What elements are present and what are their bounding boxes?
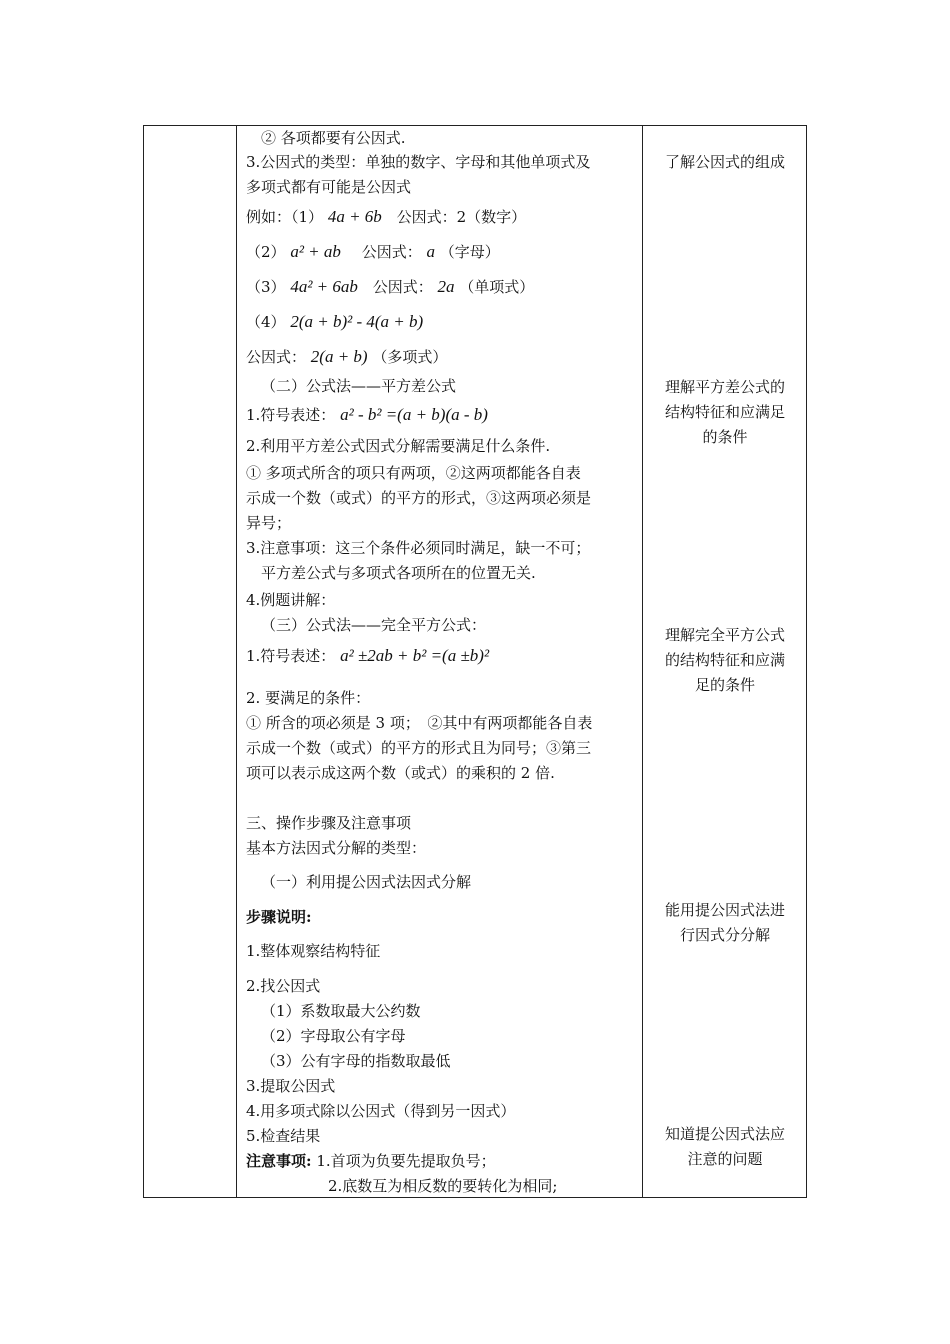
text-line: ② 各项都要有公因式.: [261, 129, 406, 147]
section-title: （三）公式法——完全平方公式：: [261, 616, 487, 634]
math-expression: 2a: [437, 277, 455, 296]
example-type: （多项式）: [372, 348, 448, 366]
text-line: 2. 要满足的条件：: [246, 689, 371, 707]
step-item: 1.整体观察结构特征: [246, 942, 381, 960]
example-4-answer: [246, 347, 447, 367]
objective-line: 结构特征和应满足: [664, 403, 785, 421]
text-line: 平方差公式与多项式各项所在的位置无关.: [261, 564, 536, 582]
formula-line: [246, 405, 488, 425]
example-number: （2）: [246, 243, 286, 261]
example-type: （单项式）: [459, 278, 535, 296]
step-item: 5.检查结果: [246, 1127, 321, 1145]
note-line: [246, 1151, 496, 1171]
objective-5: [650, 1122, 800, 1172]
math-expression: 4a² + 6ab: [290, 277, 358, 296]
text-line: ① 多项式所含的项只有两项，②这两项都能各自表: [246, 464, 581, 482]
objective-line: 能用提公因式法进: [664, 901, 785, 919]
column-divider-2: [642, 126, 643, 1197]
example-4: [246, 312, 423, 332]
part-title: 三、操作步骤及注意事项: [246, 814, 412, 832]
note-item: 2.底数互为相反数的要转化为相同;: [328, 1177, 558, 1195]
example-number: （4）: [246, 313, 286, 331]
text-line: 2.利用平方差公式因式分解需要满足什么条件.: [246, 437, 551, 455]
math-expression: a² - b² =(a + b)(a - b): [340, 405, 488, 424]
example-number: （3）: [246, 278, 286, 296]
step-subitem: （2）字母取公有字母: [261, 1027, 406, 1045]
objective-1: [650, 150, 800, 175]
objective-line: 理解完全平方公式: [664, 626, 785, 644]
objective-line: 足的条件: [694, 676, 755, 694]
text-line: 3.公因式的类型：单独的数字、字母和其他单项式及: [246, 153, 591, 171]
step-item: 2.找公因式: [246, 977, 321, 995]
text-line: 异号；: [246, 514, 292, 532]
example-label: 公因式：: [361, 243, 422, 261]
objective-line: 理解平方差公式的: [664, 378, 785, 396]
math-expression: 2(a + b): [310, 347, 368, 366]
column-divider-1: [236, 126, 237, 1197]
note-label: 注意事项:: [246, 1152, 312, 1170]
example-label: 公因式：: [372, 278, 433, 296]
step-subitem: （3）公有字母的指数取最低: [261, 1052, 451, 1070]
math-expression: 2(a + b)² - 4(a + b): [290, 312, 424, 331]
text-line: 4.例题讲解：: [246, 591, 336, 609]
section-title: （二）公式法——平方差公式: [261, 377, 457, 395]
method-title: （一）利用提公因式法因式分解: [261, 873, 472, 891]
formula-label: 1.符号表述：: [246, 406, 336, 424]
objective-line: 了解公因式的组成: [664, 153, 785, 171]
objective-2: [650, 375, 800, 450]
example-type: （字母）: [439, 243, 500, 261]
example-2: [246, 242, 500, 262]
objective-line: 的结构特征和应满: [664, 651, 785, 669]
objective-4: [650, 898, 800, 948]
step-item: 4.用多项式除以公因式（得到另一因式）: [246, 1102, 516, 1120]
math-expression: a² ±2ab + b² =(a ±b)²: [340, 646, 490, 665]
steps-title: 步骤说明:: [246, 908, 312, 926]
math-expression: a: [426, 242, 435, 261]
text-line: 示成一个数（或式）的平方的形式，③这两项必须是: [246, 489, 592, 507]
text-line: 基本方法因式分解的类型：: [246, 839, 427, 857]
step-item: 3.提取公因式: [246, 1077, 336, 1095]
formula-line: [246, 646, 489, 666]
objective-3: [650, 623, 800, 698]
example-answer: 公因式：2（数字）: [396, 208, 527, 226]
objective-line: 注意的问题: [687, 1150, 763, 1168]
example-3: [246, 277, 534, 297]
text-line: 多项式都有可能是公因式: [246, 178, 412, 196]
text-line: ① 所含的项必须是 3 项； ②其中有两项都能各自表: [246, 714, 593, 732]
note-item: 1.首项为负要先提取负号；: [316, 1152, 496, 1170]
objective-line: 行因式分分解: [679, 926, 770, 944]
formula-label: 1.符号表述：: [246, 647, 336, 665]
text-line: 示成一个数（或式）的平方的形式且为同号；③第三: [246, 739, 592, 757]
math-expression: 4a + 6b: [327, 207, 382, 226]
step-subitem: （1）系数取最大公约数: [261, 1002, 421, 1020]
example-label: 公因式：: [246, 348, 307, 366]
math-expression: a² + ab: [290, 242, 341, 261]
text-line: 项可以表示成这两个数（或式）的乘积的 2 倍.: [246, 764, 555, 782]
example-number: 例如：（1）: [246, 208, 324, 226]
text-line: 3.注意事项：这三个条件必须同时满足，缺一不可；: [246, 539, 591, 557]
objective-line: 知道提公因式法应: [664, 1125, 785, 1143]
example-1: [246, 207, 526, 227]
objective-line: 的条件: [702, 428, 748, 446]
